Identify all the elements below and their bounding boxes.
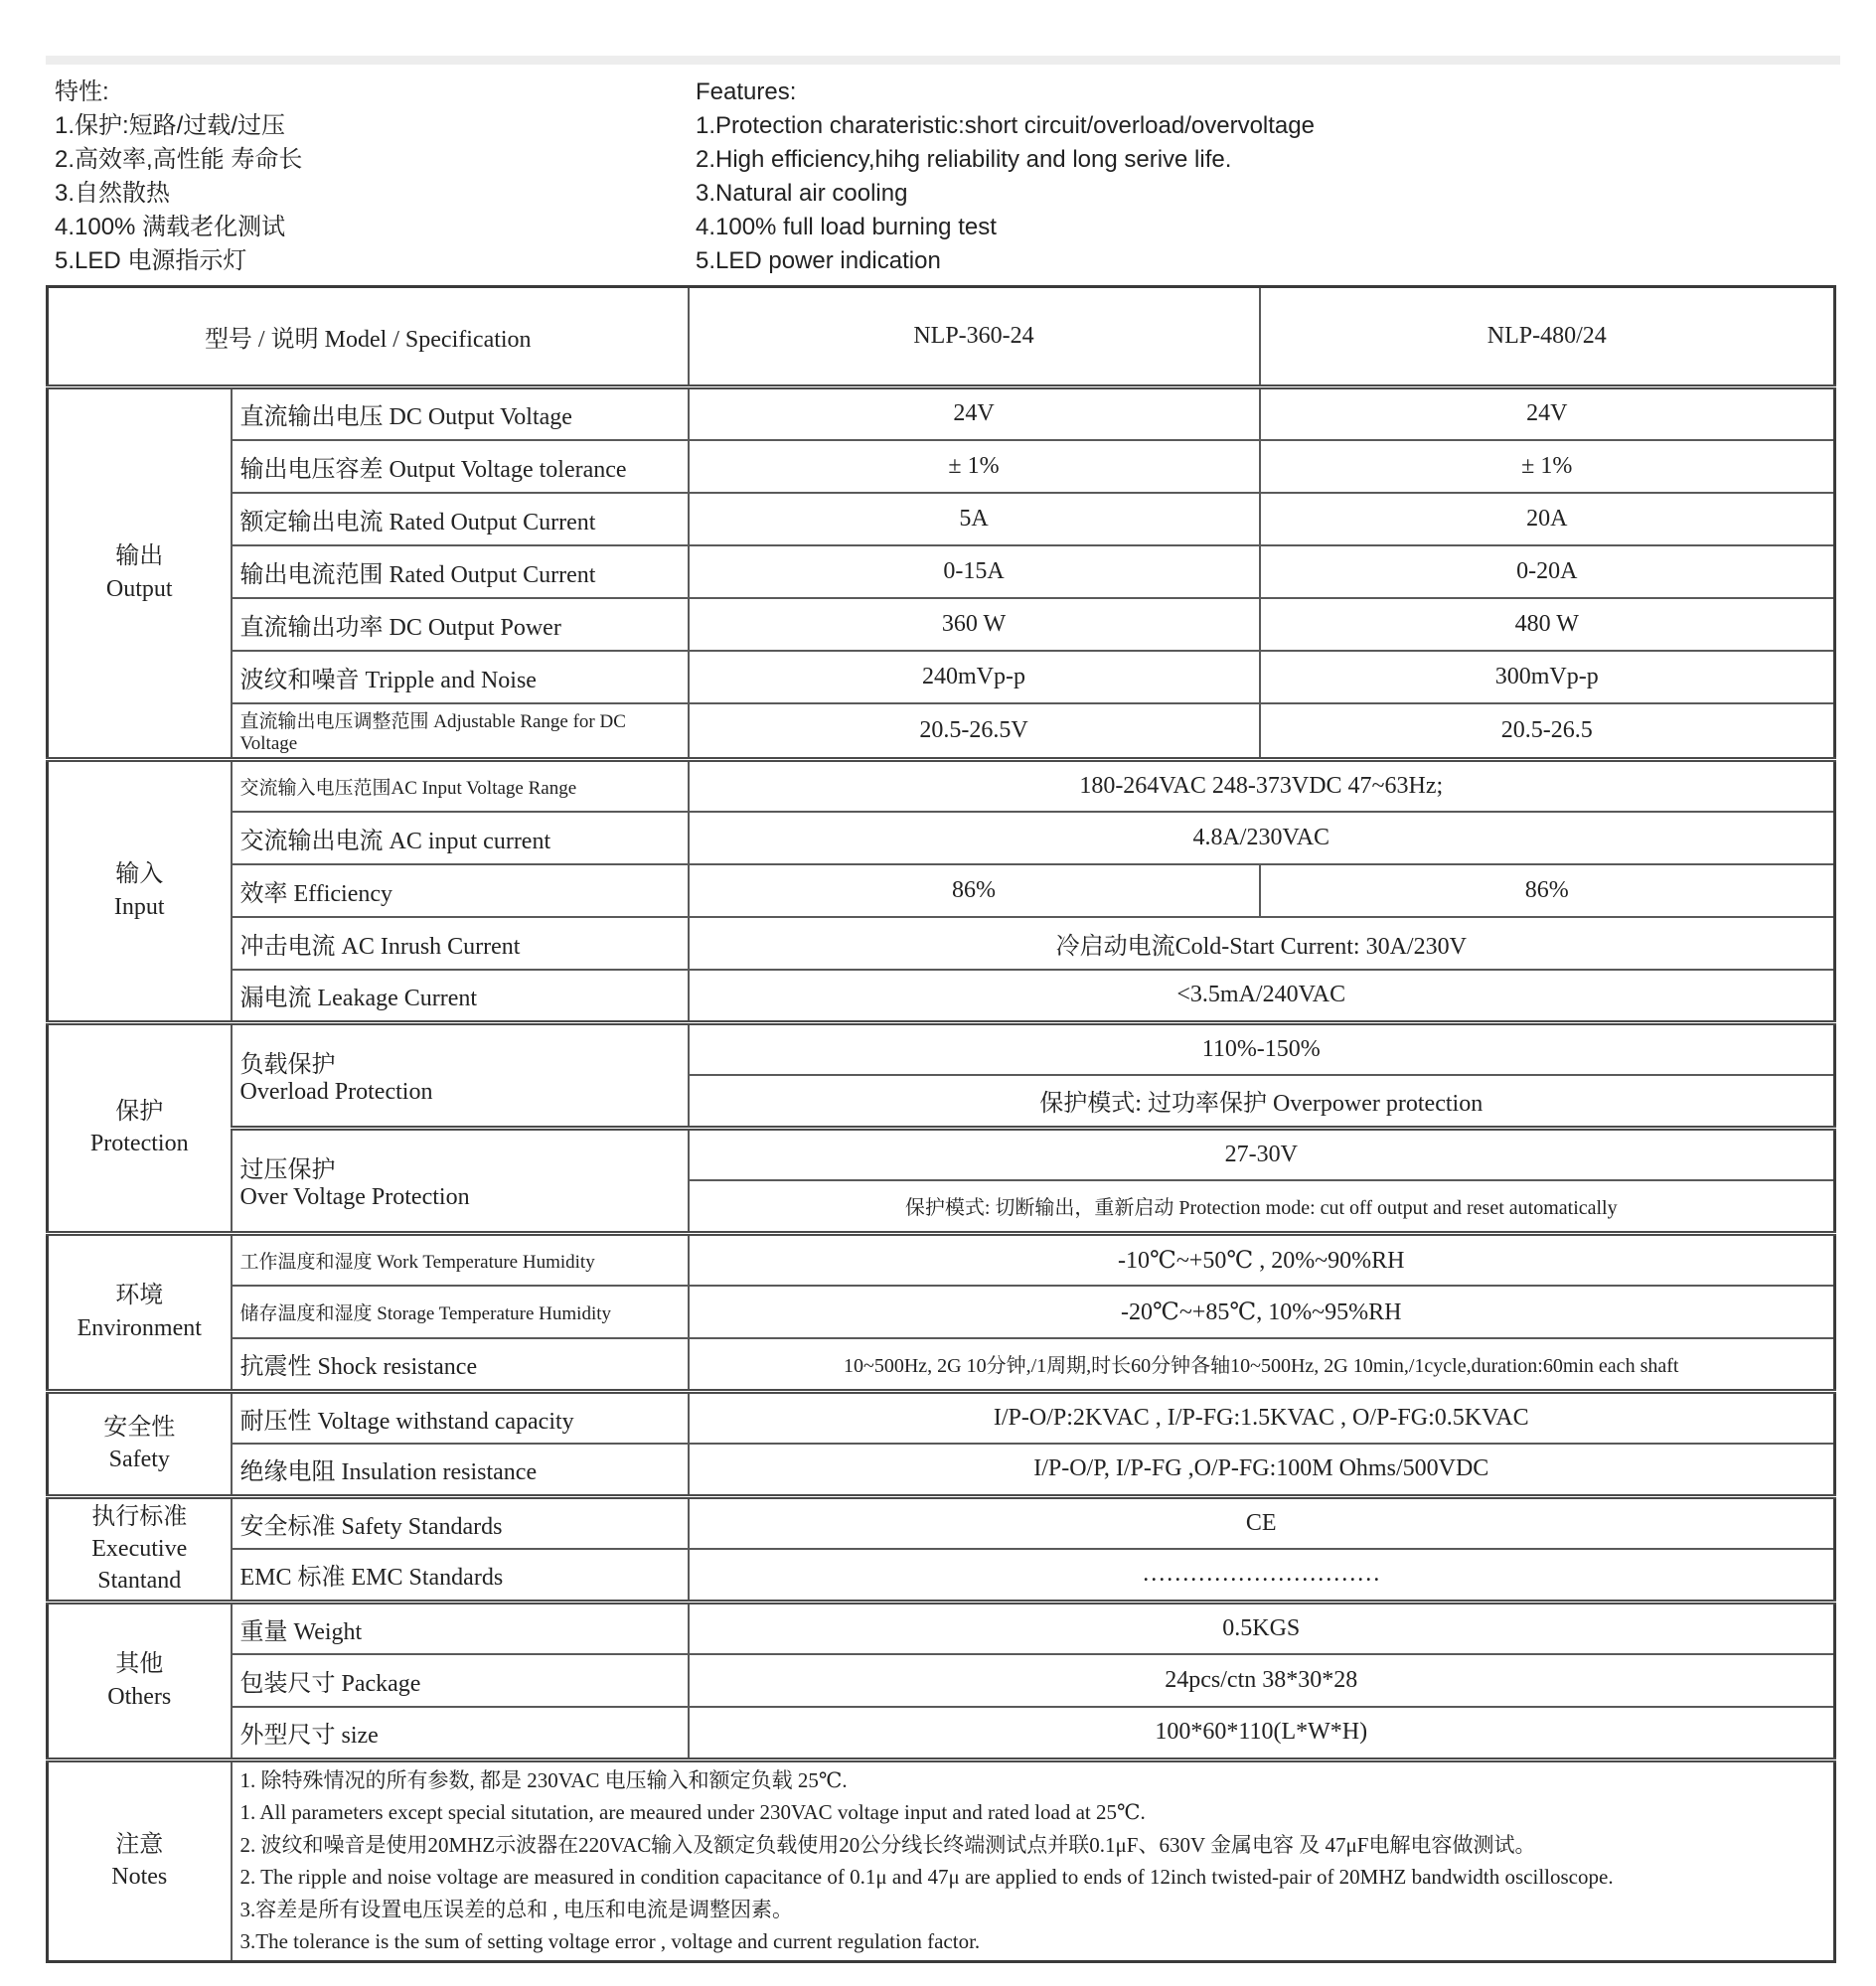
value-b: 300mVp-p [1260, 651, 1835, 703]
section-executive-en2: Stantand [97, 1568, 182, 1595]
section-output-cn: 输出 [115, 543, 164, 570]
section-others-en: Others [107, 1683, 172, 1710]
table-row [48, 1391, 1835, 1444]
table-row [48, 1496, 1835, 1549]
feature-en-item: 1.Protection charateristic:short circuit/overload/overvoltage [696, 112, 1315, 139]
attr-safety-standards: 安全标准 Safety Standards [232, 1496, 689, 1549]
attr-efficiency: 效率 Efficiency [232, 864, 689, 917]
value-b: 20.5-26.5 [1260, 703, 1835, 760]
attr-dc-output-power: 直流输出功率 DC Output Power [232, 598, 689, 651]
value-a: 240mVp-p [689, 651, 1260, 703]
value-span: 0.5KGS [689, 1602, 1835, 1654]
value-span: ………………………… [689, 1549, 1835, 1602]
features-block [0, 76, 1876, 278]
value-span: I/P-O/P, I/P-FG ,O/P-FG:100M Ohms/500VDC [689, 1444, 1835, 1496]
value-b: 0-20A [1260, 545, 1835, 598]
attr-over-voltage-protection [232, 1128, 689, 1233]
table-row [48, 864, 1835, 917]
section-output-en: Output [105, 575, 173, 602]
attr-storage-temp-humidity: 储存温度和湿度 Storage Temperature Humidity [232, 1286, 689, 1338]
feature-cn-item: 2.高效率,高性能 寿命长 [55, 146, 303, 173]
attr-output-current-range: 输出电流范围 Rated Output Current [232, 545, 689, 598]
table-row [48, 1707, 1835, 1759]
section-protection [48, 1022, 232, 1233]
value-a: 360 W [689, 598, 1260, 651]
attr-work-temp-humidity: 工作温度和湿度 Work Temperature Humidity [232, 1233, 689, 1286]
table-row [48, 1022, 1835, 1075]
value-span: 27-30V [689, 1128, 1835, 1180]
section-input [48, 759, 232, 1022]
model-a-header: NLP-360-24 [689, 287, 1260, 387]
feature-cn-item: 1.保护:短路/过载/过压 [55, 112, 286, 139]
value-span: 24pcs/ctn 38*30*28 [689, 1654, 1835, 1707]
header-row [48, 287, 1835, 387]
notes-content [232, 1759, 1835, 1961]
note-line: 3.容差是所有设置电压误差的总和 , 电压和电流是调整因素。 [239, 1897, 793, 1921]
section-executive-cn: 执行标准 [91, 1503, 188, 1530]
note-line: 2. The ripple and noise voltage are measured in condition capacitance of 0.1μ and 47μ are applied to ends of 12inch twisted-pair of 20MHZ bandwidth oscilloscope. [239, 1865, 1614, 1890]
attr-weight: 重量 Weight [232, 1602, 689, 1654]
feature-cn-item: 4.100% 满载老化测试 [55, 214, 286, 240]
note-line: 1. 除特殊情况的所有参数, 都是 230VAC 电压输入和额定负载 25℃. [239, 1767, 848, 1792]
value-span: <3.5mA/240VAC [689, 970, 1835, 1022]
table-row [48, 545, 1835, 598]
table-row [48, 1286, 1835, 1338]
section-protection-en: Protection [89, 1131, 189, 1156]
value-span: 4.8A/230VAC [689, 812, 1835, 864]
section-notes [48, 1759, 232, 1961]
features-chinese [0, 76, 696, 278]
value-a: 20.5-26.5V [689, 703, 1260, 760]
section-input-en: Input [113, 893, 165, 920]
note-line: 2. 波纹和噪音是使用20MHZ示波器在220VAC输入及额定负载使用20公分线长终端测试点并联0.1μF、630V 金属电容 及 47μF电解电容做测试。 [239, 1832, 1536, 1857]
value-span: CE [689, 1496, 1835, 1549]
attr-leakage-current: 漏电流 Leakage Current [232, 970, 689, 1022]
table-row [48, 1128, 1835, 1180]
value-span: 保护模式: 过功率保护 Overpower protection [689, 1075, 1835, 1128]
value-b: 86% [1260, 864, 1835, 917]
section-notes-en: Notes [111, 1864, 168, 1891]
table-row [48, 493, 1835, 545]
value-b: 480 W [1260, 598, 1835, 651]
section-others [48, 1602, 232, 1759]
section-output [48, 387, 232, 760]
feature-en-item: 5.LED power indication [696, 247, 941, 274]
attr-over-voltage-protection-cn: 过压保护 [239, 1157, 336, 1183]
value-span: 冷启动电流Cold-Start Current: 30A/230V [689, 917, 1835, 970]
feature-cn-item: 3.自然散热 [55, 180, 171, 207]
table-row [48, 440, 1835, 493]
value-a: 24V [689, 387, 1260, 440]
value-b: ± 1% [1260, 440, 1835, 493]
table-row [48, 970, 1835, 1022]
attr-inrush-current: 冲击电流 AC Inrush Current [232, 917, 689, 970]
value-span: I/P-O/P:2KVAC , I/P-FG:1.5KVAC , O/P-FG:0.5KVAC [689, 1391, 1835, 1444]
attr-ac-input-voltage-range: 交流输入电压范围AC Input Voltage Range [232, 759, 689, 812]
feature-en-item: 3.Natural air cooling [696, 180, 908, 207]
table-row [48, 1602, 1835, 1654]
value-a: 0-15A [689, 545, 1260, 598]
section-input-cn: 输入 [115, 861, 164, 888]
table-row [48, 1654, 1835, 1707]
table-row [48, 703, 1835, 760]
features-cn-title: 特性: [55, 78, 109, 105]
table-row [48, 1549, 1835, 1602]
value-span: 110%-150% [689, 1022, 1835, 1075]
value-span: 10~500Hz, 2G 10分钟,/1周期,时长60分钟各轴10~500Hz, 2G 10min,/1cycle,duration:60min each shaft [689, 1338, 1835, 1391]
section-safety-cn: 安全性 [103, 1414, 176, 1441]
model-b-header: NLP-480/24 [1260, 287, 1835, 387]
section-safety-en: Safety [108, 1447, 170, 1472]
section-safety [48, 1391, 232, 1496]
value-b: 24V [1260, 387, 1835, 440]
table-row [48, 1444, 1835, 1496]
feature-en-item: 4.100% full load burning test [696, 214, 997, 240]
table-row [48, 917, 1835, 970]
value-span: 保护模式: 切断输出，重新启动 Protection mode: cut off output and reset automatically [689, 1180, 1835, 1233]
attr-adjustable-range: 直流输出电压调整范围 Adjustable Range for DC Voltage [232, 703, 689, 760]
note-line: 1. All parameters except special situtation, are meaured under 230VAC voltage input and rated load at 25℃. [239, 1800, 1146, 1825]
note-line: 3.The tolerance is the sum of setting voltage error , voltage and current regulation factor. [239, 1929, 981, 1954]
table-row [48, 1233, 1835, 1286]
value-a: ± 1% [689, 440, 1260, 493]
section-environment-en: Environment [77, 1314, 202, 1341]
attr-rated-output-current: 额定输出电流 Rated Output Current [232, 493, 689, 545]
section-executive [48, 1496, 232, 1602]
attr-size: 外型尺寸 size [232, 1707, 689, 1759]
value-a: 86% [689, 864, 1260, 917]
attr-overload-protection-en: Overload Protection [239, 1079, 433, 1105]
value-a: 5A [689, 493, 1260, 545]
top-divider-bar [46, 56, 1840, 65]
value-span: -10℃~+50℃ , 20%~90%RH [689, 1233, 1835, 1286]
section-executive-en1: Executive [91, 1535, 188, 1562]
feature-cn-item: 5.LED 电源指示灯 [55, 247, 247, 274]
attr-over-voltage-protection-en: Over Voltage Protection [239, 1184, 470, 1210]
value-b: 20A [1260, 493, 1835, 545]
specification-table-wrap [46, 285, 1833, 1963]
attr-overload-protection-cn: 负载保护 [239, 1052, 336, 1078]
table-row [48, 387, 1835, 440]
specification-table [46, 285, 1836, 1963]
features-en-title: Features: [696, 78, 797, 105]
table-row [48, 1338, 1835, 1391]
table-row [48, 812, 1835, 864]
attr-dc-output-voltage: 直流输出电压 DC Output Voltage [232, 387, 689, 440]
table-row [48, 598, 1835, 651]
attr-voltage-tolerance: 输出电压容差 Output Voltage tolerance [232, 440, 689, 493]
feature-en-item: 2.High efficiency,hihg reliability and long serive life. [696, 146, 1232, 173]
value-span: 100*60*110(L*W*H) [689, 1707, 1835, 1759]
section-environment [48, 1233, 232, 1391]
value-span: 180-264VAC 248-373VDC 47~63Hz; [689, 759, 1835, 812]
attr-package: 包装尺寸 Package [232, 1654, 689, 1707]
attr-voltage-withstand: 耐压性 Voltage withstand capacity [232, 1391, 689, 1444]
section-environment-cn: 环境 [115, 1283, 164, 1309]
attr-emc-standards: EMC 标准 EMC Standards [232, 1549, 689, 1602]
attr-ac-input-current: 交流输出电流 AC input current [232, 812, 689, 864]
section-others-cn: 其他 [115, 1651, 164, 1678]
notes-row [48, 1759, 1835, 1961]
attr-overload-protection [232, 1022, 689, 1128]
attr-shock-resistance: 抗震性 Shock resistance [232, 1338, 689, 1391]
table-row [48, 759, 1835, 812]
table-row [48, 651, 1835, 703]
value-span: -20℃~+85℃, 10%~95%RH [689, 1286, 1835, 1338]
features-english [696, 76, 1876, 278]
section-notes-cn: 注意 [115, 1831, 164, 1858]
model-spec-header: 型号 / 说明 Model / Specification [48, 287, 689, 387]
attr-ripple-noise: 波纹和噪音 Tripple and Noise [232, 651, 689, 703]
attr-insulation-resistance: 绝缘电阻 Insulation resistance [232, 1444, 689, 1496]
section-protection-cn: 保护 [115, 1098, 164, 1125]
